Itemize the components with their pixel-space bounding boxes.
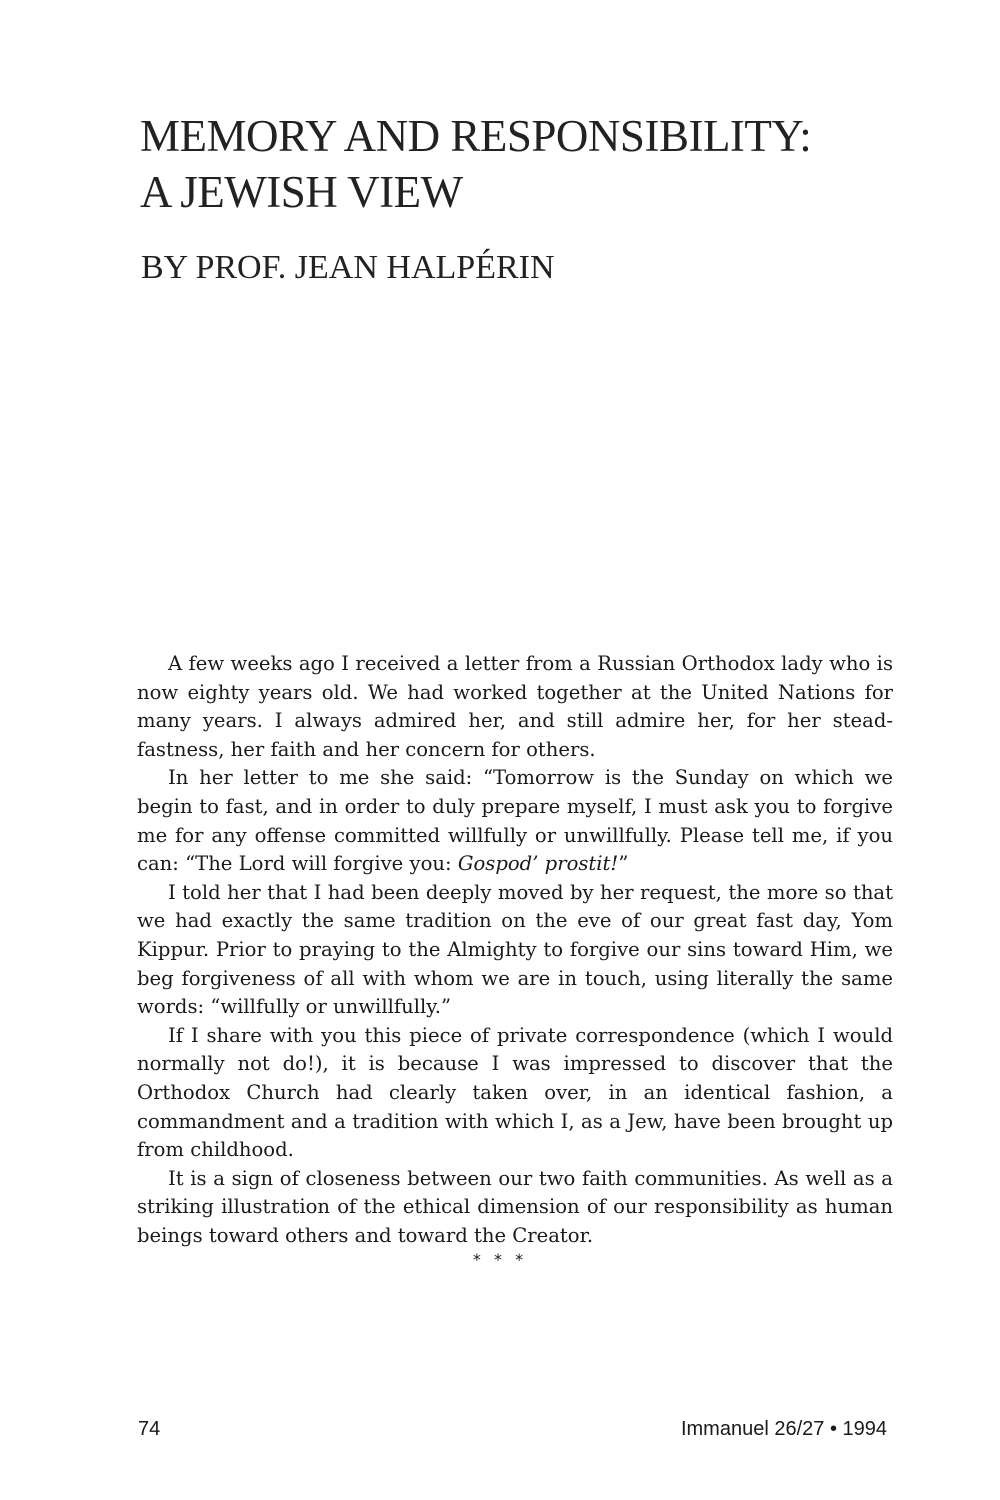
page-number: 74: [138, 1418, 161, 1440]
paragraph-4: If I share with you this piece of private correspondence (which I would normally not do!), it is because I was impressed to discover that the Orthodox Church had clearly taken over, in an identical fashion, a commandment and a tradition with which I, as a Jew, have been brought up from childhood.: [137, 1023, 893, 1162]
article-body: [137, 650, 893, 1250]
journal-citation: Immanuel 26/27 • 1994: [680, 1418, 887, 1440]
paragraph-3: I told her that I had been deeply moved by her request, the more so that we had exactly the same tradition on the eve of our great fast day, Yom Kippur. Prior to praying to the Almighty to forgive our sins toward Him, we beg forgiveness of all with whom we are in touch, using literally the same words: “willfully or unwillfully.”: [137, 880, 893, 1019]
paragraph-2-text: In her letter to me she said: “Tomorrow is the Sunday on which we begin to fast, and in order to duly prepare myself, I must ask you to forgive me for any offense committed willfully or unwillfully. Please tell me, if you can: “The Lord will forgive you:: [137, 766, 893, 876]
paragraph-1: A few weeks ago I received a letter from a Russian Orthodox lady who is now eighty years old. We had worked together at the United Nations for many years. I always admired her, and still admire her, for her steadfastness, her faith and her concern for others.: [137, 652, 893, 761]
paragraph-5: It is a sign of closeness between our two faith communities. As well as a striking illustration of the ethical dimension of our responsibility as human beings toward others and toward the Creator.: [137, 1166, 893, 1247]
title-line-2: A JEWISH VIEW: [140, 167, 463, 217]
paragraph-2-italic-quote: Gospod’ prostit!: [457, 852, 619, 876]
author-byline: BY PROF. JEAN HALPÉRIN: [141, 249, 555, 286]
section-separator: * * *: [472, 1250, 528, 1269]
paragraph-2: [137, 764, 893, 878]
paragraph-2-close-quote: ”: [618, 852, 629, 876]
title-line-1: MEMORY AND RESPONSIBILITY:: [140, 111, 812, 161]
article-title: [140, 108, 900, 220]
